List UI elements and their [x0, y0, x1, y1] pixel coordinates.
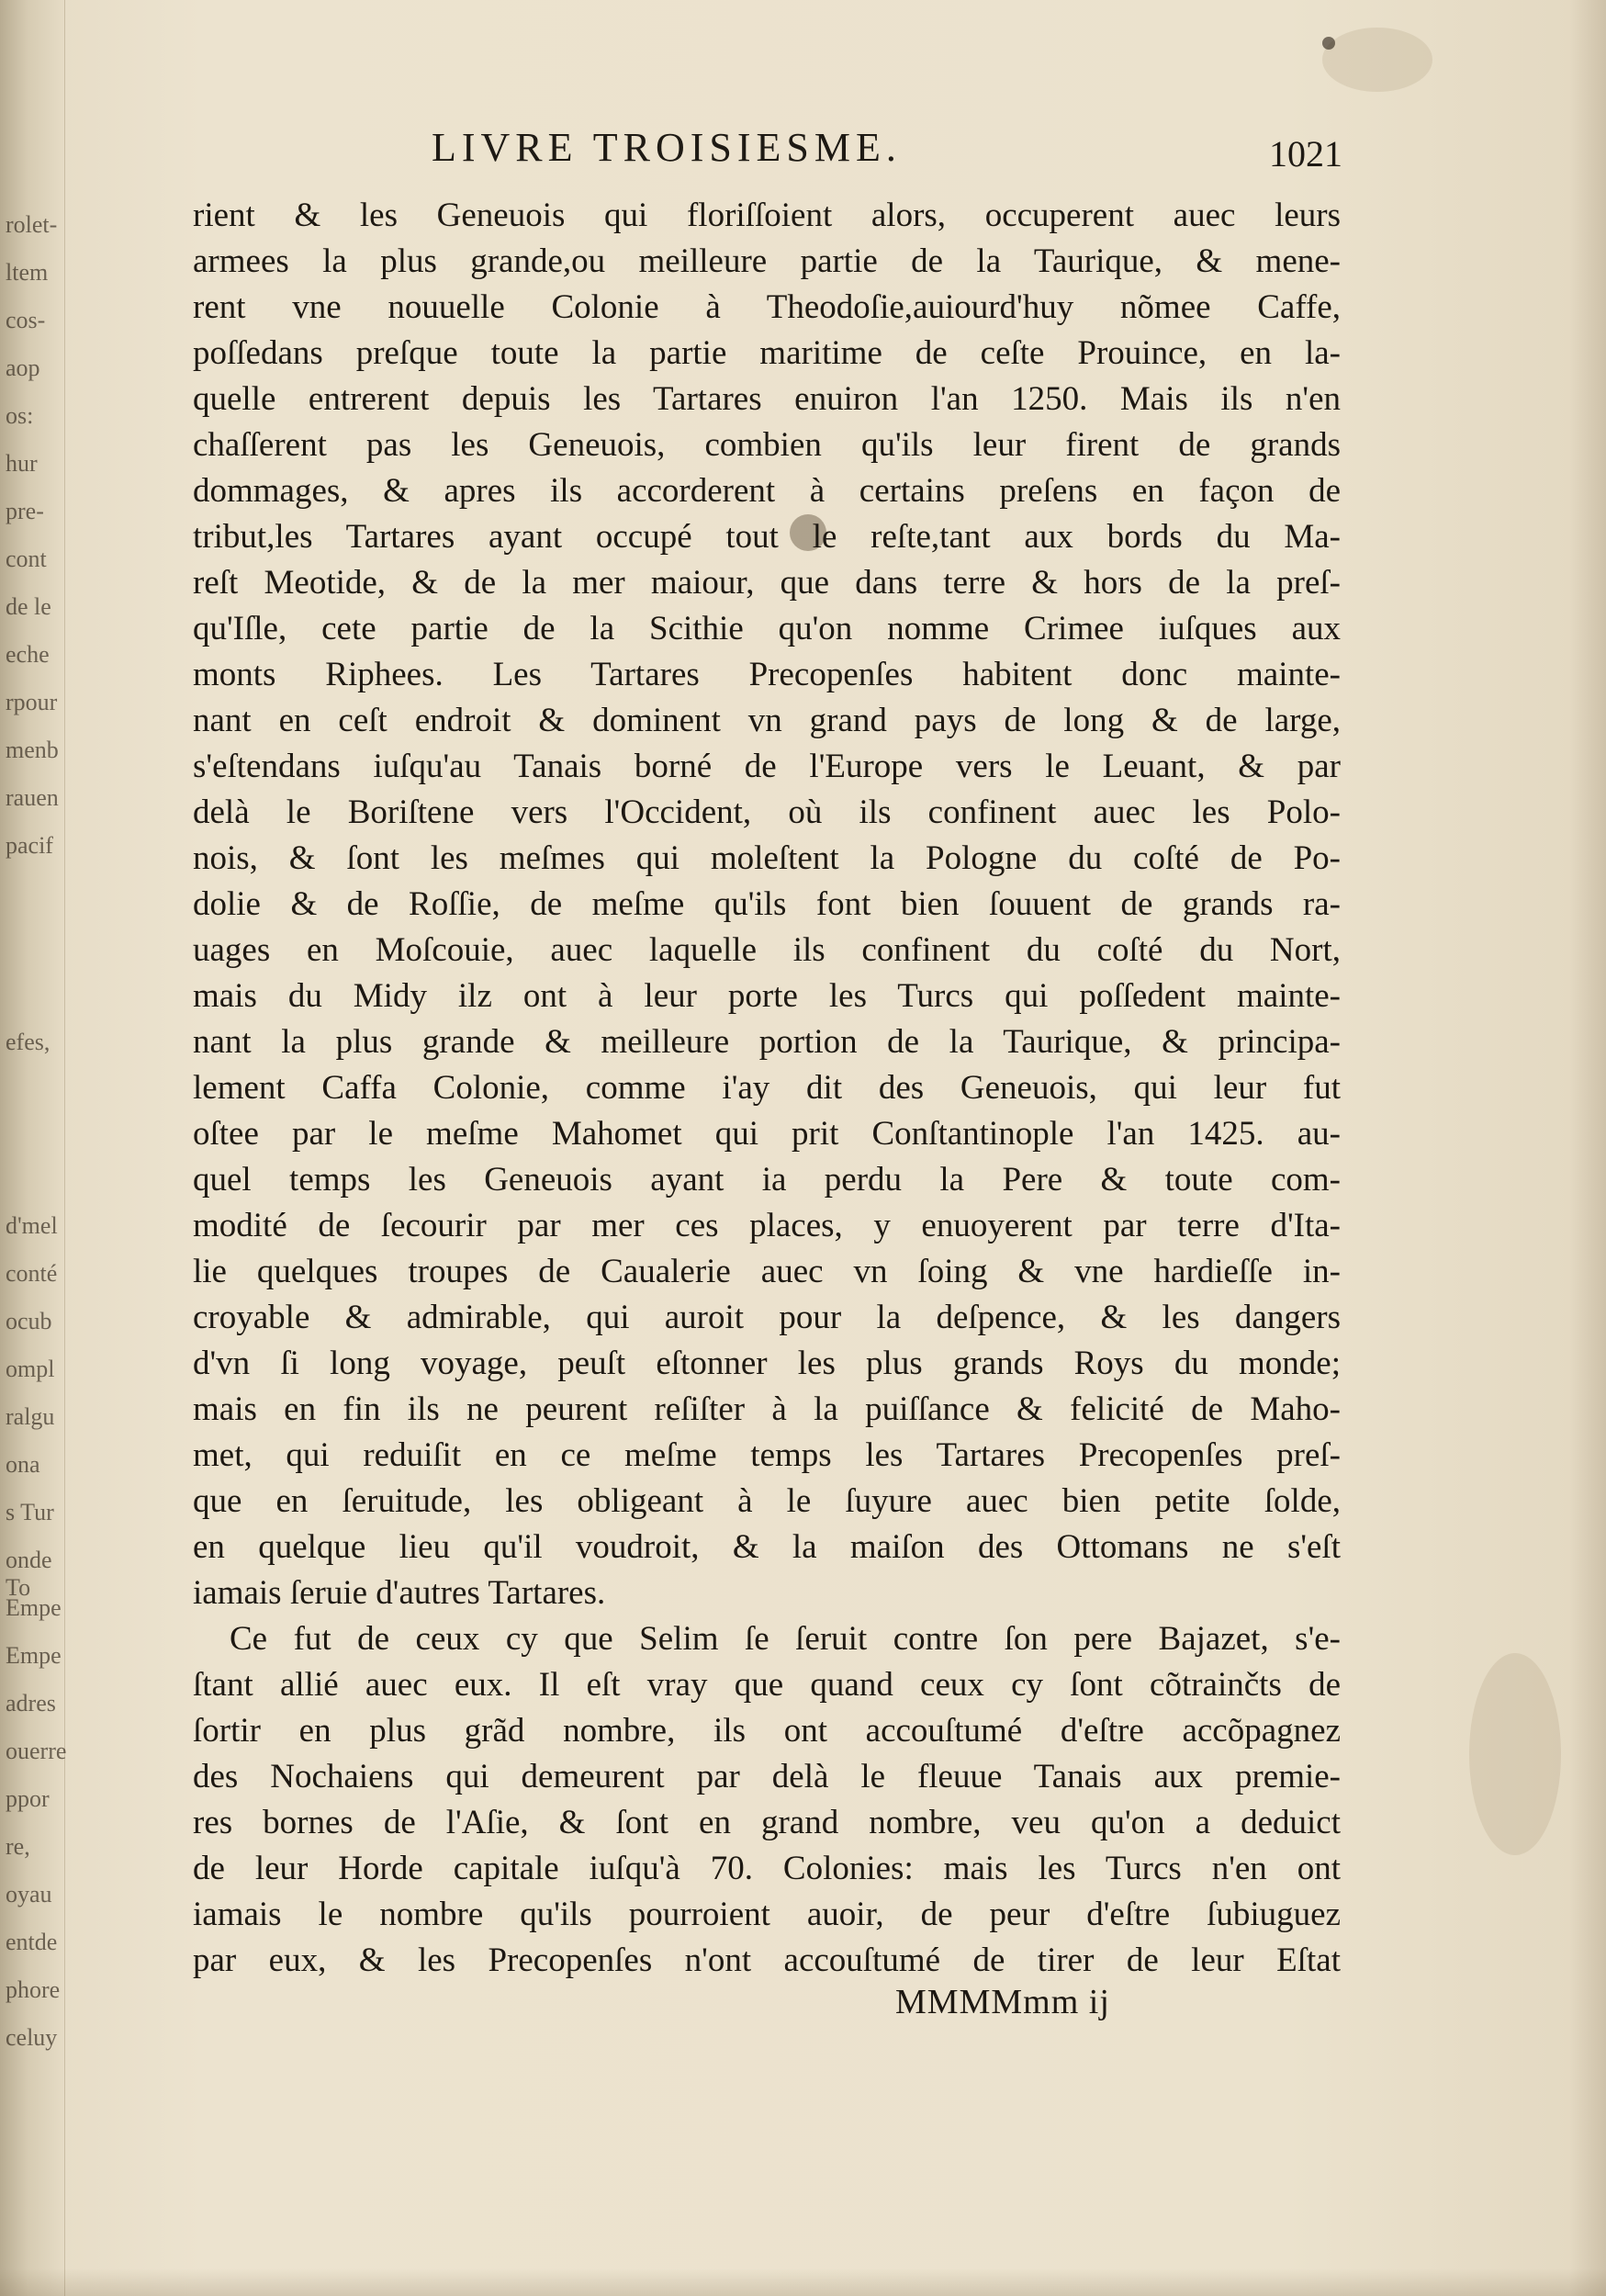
text-line: met, qui reduiſit en ce meſme temps les Tartares Precopenſes preſ-	[193, 1436, 1341, 1474]
gutter-fragment: oyau	[6, 1881, 52, 1908]
gutter-fragment: celuy	[6, 2024, 58, 2051]
text-line: mais du Midy ilz ont à leur porte les Turcs qui poſſedent mainte-	[193, 977, 1341, 1015]
gutter-fragment: phore	[6, 1976, 61, 2003]
text-line: oſtee par le meſme Mahomet qui prit Conſtantinople l'an 1425. au-	[193, 1115, 1341, 1153]
gutter-fragment: de le	[6, 593, 51, 620]
gutter-fragment: Empe	[6, 1594, 62, 1621]
text-line: dommages, & apres ils accorderent à certains preſens en façon de	[193, 472, 1341, 510]
text-line: uages en Moſcouie, auec laquelle ils confinent du coſté du Nort,	[193, 931, 1341, 969]
gutter-fragment: ocub	[6, 1308, 52, 1334]
text-line: res bornes de l'Aſie, & ſont en grand nombre, veu qu'on a deduict	[193, 1804, 1341, 1841]
text-line: delà le Boriſtene vers l'Occident, où ils confinent auec les Polo-	[193, 793, 1341, 831]
text-line: tribut,les Tartares ayant occupé tout le reſte,tant aux bords du Ma-	[193, 518, 1341, 556]
gutter-fragment: ppor	[6, 1785, 50, 1812]
gutter-fragment: hur	[6, 450, 38, 477]
gutter-fragment: entde	[6, 1929, 58, 1955]
gutter-fragment: s Tur	[6, 1499, 54, 1525]
text-line: s'eſtendans iuſqu'au Tanais borné de l'Europe vers le Leuant, & par	[193, 748, 1341, 785]
gutter-fragment: adres	[6, 1690, 56, 1716]
text-line: que en ſeruitude, les obligeant à le ſuyure auec bien petite ſolde,	[193, 1482, 1341, 1520]
text-line: iamais le nombre qu'ils pourroient auoir, de peur d'eſtre ſubiuguez	[193, 1896, 1341, 1933]
gutter-fragment: pacif	[6, 832, 53, 859]
page-header	[432, 124, 1350, 179]
text-line: en quelque lieu qu'il voudroit, & la maiſon des Ottomans ne s'eſt	[193, 1528, 1341, 1566]
gutter-fragment: pre-	[6, 498, 44, 524]
text-line: iamais ſeruie d'autres Tartares.	[193, 1574, 606, 1612]
gutter-fragment: menb	[6, 737, 59, 763]
gutter-fragment: cont	[6, 546, 47, 572]
text-line: lie quelques troupes de Caualerie auec vn ſoing & vne hardieſſe in-	[193, 1253, 1341, 1290]
paper-stain	[1322, 28, 1432, 92]
text-line: dolie & de Roſſie, de meſme qu'ils font bien ſouuent de grands ra-	[193, 885, 1341, 923]
gutter-fragment: ltem	[6, 259, 49, 286]
text-line: lement Caffa Colonie, comme i'ay dit des Geneuois, qui leur fut	[193, 1069, 1341, 1107]
page-edge-shadow	[0, 2268, 1606, 2296]
text-line: quelle entrerent depuis les Tartares enuiron l'an 1250. Mais ils n'en	[193, 380, 1341, 418]
gutter-fragment: Empe	[6, 1642, 62, 1669]
facing-page-gutter	[0, 0, 65, 2296]
gutter-fragment: rolet-	[6, 211, 58, 238]
gutter-fragment: re,	[6, 1833, 30, 1860]
text-line: modité de ſecourir par mer ces places, y enuoyerent par terre d'Ita-	[193, 1207, 1341, 1244]
text-line: monts Riphees. Les Tartares Precopenſes habitent donc mainte-	[193, 656, 1341, 693]
text-line: nois, & ſont les meſmes qui moleſtent la Pologne du coſté de Po-	[193, 839, 1341, 877]
running-title: LIVRE TROISIESME.	[432, 125, 902, 170]
text-line: qu'Iſle, cete partie de la Scithie qu'on nomme Crimee iuſques aux	[193, 610, 1341, 647]
text-line: Ce fut de ceux cy que Selim ſe ſeruit contre ſon pere Bajazet, s'e-	[230, 1620, 1341, 1658]
text-line: d'vn ſi long voyage, peuſt eſtonner les plus grands Roys du monde;	[193, 1345, 1341, 1382]
text-line: armees la plus grande,ou meilleure partie de la Taurique, & mene-	[193, 242, 1341, 280]
text-line: des Nochaiens qui demeurent par delà le fleuue Tanais aux premie-	[193, 1758, 1341, 1795]
gutter-fragment: os:	[6, 402, 34, 429]
gutter-fragment: eche	[6, 641, 50, 668]
body-text	[193, 193, 1341, 1984]
gutter-fragment: aop	[6, 355, 40, 381]
gutter-fragment: conté	[6, 1260, 58, 1287]
gutter-fragment: ralgu	[6, 1403, 55, 1430]
text-line: poſſedans preſque toute la partie maritime de ceſte Prouince, en la-	[193, 334, 1341, 372]
text-line: croyable & admirable, qui auroit pour la deſpence, & les dangers	[193, 1299, 1341, 1336]
gutter-fragment: efes,	[6, 1029, 51, 1055]
gutter-fragment: ona	[6, 1451, 40, 1478]
text-line: ſortir en plus grãd nombre, ils ont accouſtumé d'eſtre accõpagnez	[193, 1712, 1341, 1750]
gutter-fragment: d'mel	[6, 1212, 58, 1239]
page-number: 1021	[1269, 133, 1342, 174]
text-line: rent vne nouuelle Colonie à Theodoſie,auiourd'huy nõmee Caffe,	[193, 288, 1341, 326]
text-line: rient & les Geneuois qui floriſſoient alors, occuperent auec leurs	[193, 197, 1341, 234]
text-line: reſt Meotide, & de la mer maiour, que dans terre & hors de la preſ-	[193, 564, 1341, 602]
gutter-fragment: onde To	[6, 1547, 52, 1601]
gutter-fragment: ouerre	[6, 1738, 67, 1764]
text-line: nant la plus grande & meilleure portion de la Taurique, & principa-	[193, 1023, 1341, 1061]
text-line: chaſſerent pas les Geneuois, combien qu'ils leur firent de grands	[193, 426, 1341, 464]
signature-mark: MMMMmm ij	[895, 1983, 1110, 2021]
text-line: par eux, & les Precopenſes n'ont accouſtumé de tirer de leur Eſtat	[193, 1941, 1341, 1979]
text-line: mais en fin ils ne peurent reſiſter à la puiſſance & felicité de Maho-	[193, 1390, 1341, 1428]
text-line: ſtant allié auec eux. Il eſt vray que quand ceux cy ſont cõtrainčts de	[193, 1666, 1341, 1704]
text-line: quel temps les Geneuois ayant ia perdu la Pere & toute com-	[193, 1161, 1341, 1199]
gutter-fragment: ompl	[6, 1356, 55, 1382]
text-line: de leur Horde capitale iuſqu'à 70. Colonies: mais les Turcs n'en ont	[193, 1850, 1341, 1887]
paper-stain	[1469, 1653, 1561, 1855]
gutter-fragment: rauen	[6, 784, 59, 811]
gutter-fragment: rpour	[6, 689, 58, 715]
page-edge-shadow	[1569, 0, 1606, 2296]
text-line: nant en ceſt endroit & dominent vn grand pays de long & de large,	[193, 702, 1341, 739]
ink-speck	[1322, 37, 1335, 50]
gutter-fragment: cos-	[6, 307, 46, 333]
